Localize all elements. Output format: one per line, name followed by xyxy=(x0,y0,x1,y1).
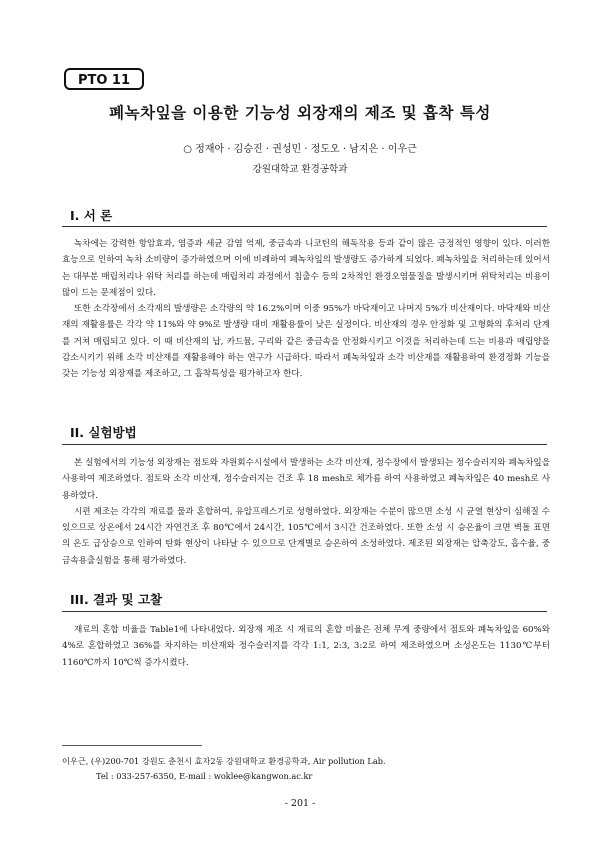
section-divider xyxy=(62,444,547,445)
paragraph: 시편 제조는 각각의 재료를 물과 혼합하여, 유압프레스기로 성형하였다. 외장재는 수분이 많으면 소성 시 균열 현상이 심해질 수 있으므로 상온에서 24시간 자연건조 후 80℃에서 24시간, 105℃에서 3시간 건조하였다. 또한 소성 시 승온율이 크면 벽돌 표면의 온도 급상승으로 인하여 탄화 현상이 나타날 수 있으므로 단계별로 승온하여 소성하였다. 제조된 외장재는 압축강도, 흡수율, 중금속용출실험을 통해 평가하였다. xyxy=(62,506,550,566)
footnote xyxy=(62,754,550,784)
section-heading-methods: II. 실험방법 xyxy=(70,425,137,440)
section-divider xyxy=(62,226,547,227)
paragraph: 재료의 혼합 비율을 Table1에 나타내었다. 외장재 제조 시 재료의 혼합 비율은 전체 무게 중량에서 점토와 폐녹차잎을 60%와 4%로 혼합하였고 36%를 차지하는 비산재와 정수슬러지를 각각 1:1, 2:3, 3:2로 하여 제조하였으며 소성온도는 1130℃부터 1160℃까지 10℃씩 증가시켰다. xyxy=(62,625,550,668)
affiliation: 강원대학교 환경공학과 xyxy=(252,164,348,175)
section-divider xyxy=(62,611,547,612)
section-body-results xyxy=(62,622,550,671)
paragraph: 본 실험에서의 기능성 외장재는 점토와 자원회수시설에서 발생하는 소각 비산재, 정수장에서 발생되는 정수슬러지와 폐녹차잎을 사용하여 제조하였다. 점토와 소각 비산재, 정수슬러지는 건조 후 18 mesh로 체가름 하여 사용하였고 폐녹차잎은 40 mesh로 사용하였다. xyxy=(62,458,550,501)
paper-title: 폐녹차잎을 이용한 기능성 외장재의 제조 및 흡착 특성 xyxy=(109,104,491,122)
footnote-line-address: 이우근, (우)200-701 강원도 춘천시 효자2동 강원대학교 환경공학과, Air pollution Lab. xyxy=(62,756,386,766)
footnote-line-contact: Tel : 033-257-6350, E-mail : woklee@kangwon.ac.kr xyxy=(96,771,313,781)
session-badge: PTO 11 xyxy=(64,68,144,90)
paragraph: 또한 소각장에서 소각재의 발생량은 소각량의 약 16.2%이며 이중 95%가 바닥재이고 나머지 5%가 비산재이다. 바닥재와 비산재의 재활용률은 각각 약 11%와 약 9%로 발생량 대비 재활용률이 낮은 실정이다. 비산재의 경우 안정화 및 고형화의 후처리 단계를 거쳐 매립되고 있다. 이 때 비산재의 납, 카드뮴, 구리와 같은 중금속을 안정화시키고 이것을 처리하는데 드는 비용과 매립양을 감소시키기 위해 소각 비산재를 재활용해야 하는 연구가 시급하다. 따라서 폐녹차잎과 소각 비산재를 재활용하여 환경정화 기능을 갖는 기능성 외장재를 제조하고, 그 흡착특성을 평가하고자 한다. xyxy=(62,304,550,380)
page-number: - 201 - xyxy=(284,798,316,809)
paragraph: 녹차에는 강력한 항암효과, 염증과 세균 감염 억제, 중금속과 니코틴의 해독작용 등과 같이 많은 긍정적인 영향이 있다. 이러한 효능으로 인하여 녹차 소비량이 증가하였으며 이에 비례하여 폐녹차잎의 발생량도 증가하게 되었다. 폐녹차잎을 처리하는데 있어서는 대부분 매립처리나 위탁 처리를 하는데 매립처리 과정에서 침출수 등의 2차적인 환경오염물질을 발생시키며 위탁처리는 비용이 많이 드는 문제점이 있다. xyxy=(62,239,550,298)
author-list: ○ 정재아 · 김승진 · 권성민 · 정도오 · 남지은 · 이우근 xyxy=(183,144,417,155)
footnote-divider xyxy=(62,745,202,746)
section-heading-introduction: I. 서 론 xyxy=(70,208,113,223)
section-body-methods xyxy=(62,455,550,569)
section-body-introduction xyxy=(62,236,550,383)
section-heading-results: III. 결과 및 고찰 xyxy=(70,592,163,607)
